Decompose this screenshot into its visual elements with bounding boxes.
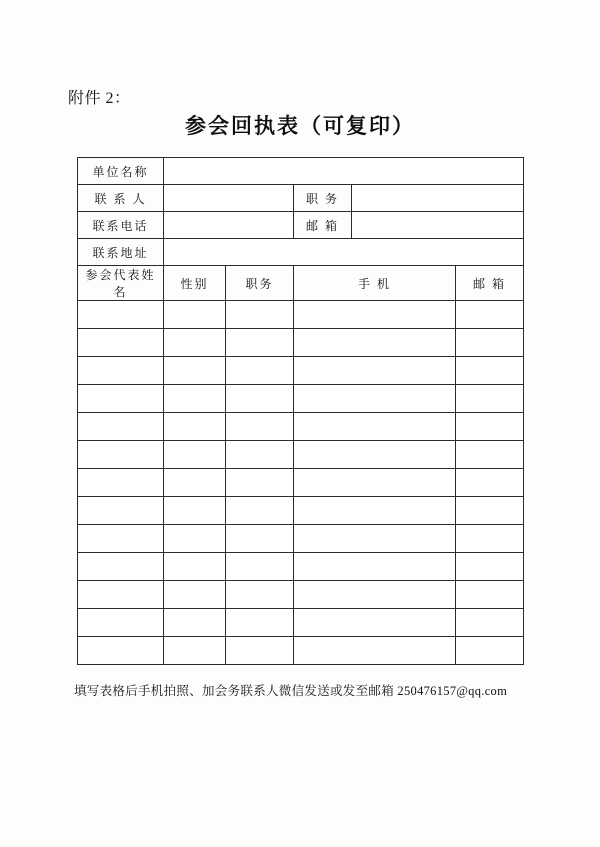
cell-position[interactable] [226,609,294,637]
cell-email[interactable] [456,637,524,665]
cell-mobile[interactable] [294,637,456,665]
cell-gender[interactable] [164,637,226,665]
cell-name[interactable] [78,525,164,553]
label-unit-name: 单位名称 [78,158,164,185]
cell-gender[interactable] [164,525,226,553]
table-row [78,385,524,413]
cell-gender[interactable] [164,329,226,357]
cell-email[interactable] [456,609,524,637]
cell-name[interactable] [78,581,164,609]
cell-email[interactable] [456,357,524,385]
cell-gender[interactable] [164,497,226,525]
cell-name[interactable] [78,637,164,665]
field-position[interactable] [352,185,524,212]
table-row-contact-address [78,239,524,266]
cell-name[interactable] [78,441,164,469]
cell-mobile[interactable] [294,581,456,609]
cell-name[interactable] [78,469,164,497]
table-row [78,441,524,469]
cell-mobile[interactable] [294,441,456,469]
field-unit-name[interactable] [164,158,524,185]
field-email[interactable] [352,212,524,239]
cell-mobile[interactable] [294,469,456,497]
cell-gender[interactable] [164,553,226,581]
table-row [78,329,524,357]
cell-position[interactable] [226,441,294,469]
cell-position[interactable] [226,385,294,413]
cell-position[interactable] [226,581,294,609]
table-row [78,525,524,553]
cell-gender[interactable] [164,301,226,329]
cell-mobile[interactable] [294,329,456,357]
table-row [78,413,524,441]
column-header-mobile: 手 机 [294,266,456,301]
cell-mobile[interactable] [294,609,456,637]
cell-mobile[interactable] [294,497,456,525]
cell-position[interactable] [226,553,294,581]
receipt-table [77,157,524,665]
cell-name[interactable] [78,497,164,525]
cell-mobile[interactable] [294,385,456,413]
field-contact-person[interactable] [164,185,294,212]
table-header-row [78,266,524,301]
footer-note: 填写表格后手机拍照、加会务联系人微信发送或发至邮箱 250476157@qq.com [74,684,508,698]
cell-email[interactable] [456,581,524,609]
attachment-label: 附件 2： [68,90,131,107]
label-email: 邮 箱 [294,212,352,239]
column-header-gender: 性别 [164,266,226,301]
cell-email[interactable] [456,469,524,497]
cell-gender[interactable] [164,469,226,497]
cell-mobile[interactable] [294,553,456,581]
cell-position[interactable] [226,497,294,525]
cell-email[interactable] [456,525,524,553]
cell-gender[interactable] [164,413,226,441]
cell-mobile[interactable] [294,413,456,441]
cell-gender[interactable] [164,581,226,609]
cell-position[interactable] [226,525,294,553]
cell-email[interactable] [456,385,524,413]
cell-position[interactable] [226,357,294,385]
table-row [78,469,524,497]
cell-email[interactable] [456,497,524,525]
column-header-email: 邮 箱 [456,266,524,301]
cell-position[interactable] [226,329,294,357]
receipt-form [77,157,523,665]
cell-gender[interactable] [164,385,226,413]
label-contact-phone: 联系电话 [78,212,164,239]
cell-email[interactable] [456,413,524,441]
cell-gender[interactable] [164,441,226,469]
cell-name[interactable] [78,357,164,385]
cell-position[interactable] [226,301,294,329]
label-contact-person: 联 系 人 [78,185,164,212]
table-row [78,301,524,329]
cell-mobile[interactable] [294,301,456,329]
table-row [78,581,524,609]
table-row [78,357,524,385]
table-row [78,553,524,581]
table-row [78,609,524,637]
cell-position[interactable] [226,469,294,497]
table-body [78,301,524,665]
cell-mobile[interactable] [294,525,456,553]
cell-email[interactable] [456,329,524,357]
cell-name[interactable] [78,385,164,413]
cell-name[interactable] [78,553,164,581]
page-title: 参会回执表（可复印） [185,114,415,138]
column-header-name: 参会代表姓名 [78,266,164,301]
table-row-contact-phone [78,212,524,239]
cell-gender[interactable] [164,357,226,385]
cell-email[interactable] [456,553,524,581]
table-row [78,497,524,525]
table-row-contact-person [78,185,524,212]
field-contact-address[interactable] [164,239,524,266]
cell-gender[interactable] [164,609,226,637]
cell-name[interactable] [78,301,164,329]
field-contact-phone[interactable] [164,212,294,239]
table-row [78,637,524,665]
cell-position[interactable] [226,637,294,665]
column-header-position: 职务 [226,266,294,301]
cell-name[interactable] [78,413,164,441]
cell-name[interactable] [78,329,164,357]
label-contact-address: 联系地址 [78,239,164,266]
cell-email[interactable] [456,441,524,469]
table-row-unit-name [78,158,524,185]
label-position: 职 务 [294,185,352,212]
cell-name[interactable] [78,609,164,637]
cell-position[interactable] [226,413,294,441]
cell-mobile[interactable] [294,357,456,385]
cell-email[interactable] [456,301,524,329]
